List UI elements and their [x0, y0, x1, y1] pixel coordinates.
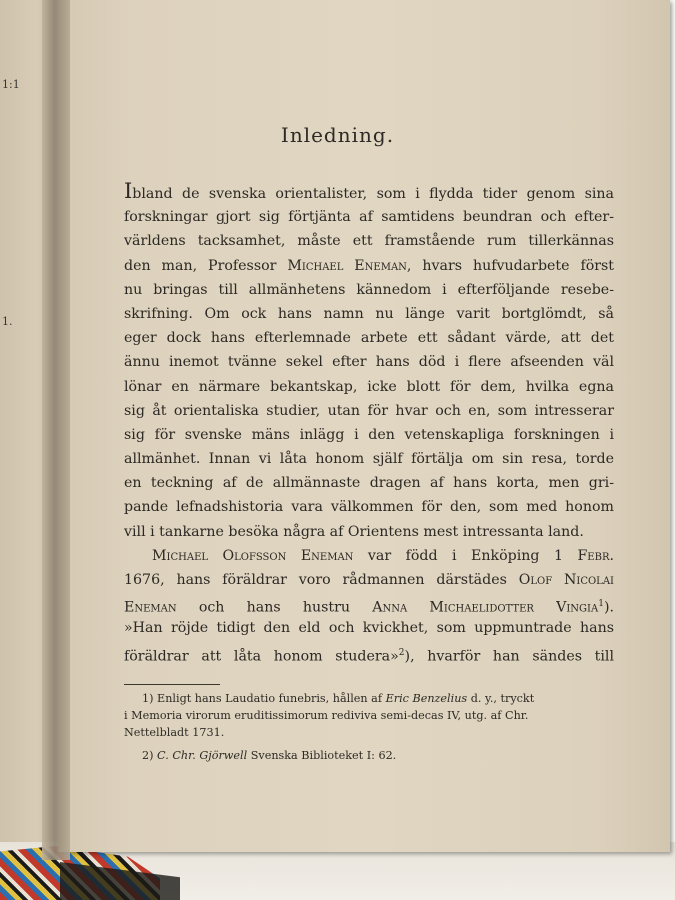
date-text: 1 Febr. [553, 547, 614, 564]
text-line: forskningar gjort sig förtjänta af samtidens beundran och efter- [124, 209, 614, 226]
footnote-number: 1) [142, 692, 154, 705]
text-line: sig för svenske mäns inlägg i den vetenskapliga forskningen i [124, 426, 614, 443]
person-name: Eneman [124, 599, 177, 616]
left-page-mark-2: 1. [2, 315, 13, 328]
footnote-2 [124, 747, 614, 764]
text-line: ännu inemot tvänne sekel efter hans död i flere afseenden väl [124, 354, 614, 371]
text-line: eger dock hans efterlemnade arbete ett sådant värde, att det [124, 330, 614, 347]
text-line [124, 592, 614, 616]
text-line: vill i tankarne besöka några af Orientens mest intressanta land. [124, 523, 584, 540]
footnote-ref: 2 [398, 647, 405, 658]
footnote-text: Svenska Biblioteket I: 62. [247, 749, 397, 762]
footnote-divider [124, 684, 220, 685]
footnote-text: d. y., tryckt [467, 692, 535, 705]
text-line: sig åt orientaliska studier, utan för hvar och en, som intresserar [124, 402, 614, 419]
footnote-1 [124, 690, 614, 707]
text-line [124, 641, 614, 665]
line-text: och hans hustru [176, 599, 373, 616]
text-line: pande lefnadshistoria vara välkommen för den, som med honom [124, 499, 614, 516]
text-line [124, 544, 614, 568]
footnote-author: C. Chr. Gjörwell [157, 749, 248, 762]
line-text: ), hvarför han sändes till [404, 648, 614, 665]
footnote-1-line-2: i Memoria virorum eruditissimorum rediviva semi-decas IV, utg. af Chr. [124, 709, 529, 722]
text-line: skrifning. Om ock hans namn nu länge varit bortglömdt, så [124, 305, 614, 322]
line-text: var född i Enköping [353, 547, 554, 564]
line-text: bland de svenska orientalister, som i flydda tider genom sina [132, 186, 614, 202]
main-text [124, 181, 614, 665]
footnote-number: 2) [142, 749, 154, 762]
line-text: , hvars hufvudarbete först [406, 257, 615, 274]
text-line: »Han röjde tidigt den eld och kvickhet, som uppmuntrade hans [124, 620, 614, 637]
text-line: en teckning af de allmännaste dragen af hans korta, men gri- [124, 475, 614, 492]
footnote-ref: 1 [598, 599, 604, 610]
text-line: nu bringas till allmänhetens kännedom i efterföljande resebe- [124, 281, 614, 298]
text-line [124, 568, 614, 592]
line-text: den man, Professor [124, 257, 288, 274]
person-name: Olof Nicolai [518, 572, 614, 588]
text-line [124, 181, 614, 205]
person-name: Michael Eneman [287, 257, 407, 274]
line-text: föräldrar att låta honom studera» [124, 648, 399, 665]
text-line: världens tacksamhet, måste ett framstående rum tillerkännas [124, 233, 614, 250]
footnote-1-line-3: Nettelbladt 1731. [124, 726, 225, 739]
person-name: Michael Olofsson Eneman [152, 547, 354, 564]
text-line: allmänhet. Innan vi låta honom själf förtälja om sin resa, torde [124, 451, 614, 468]
person-name: Anna Michaelidotter Vingia [372, 599, 599, 616]
text-line: lönar en närmare bekantskap, icke blott för dem, hvilka egna [124, 378, 614, 395]
line-text: 1676, hans föräldrar voro rådmannen därstädes [124, 572, 519, 588]
footnote-author: Eric Benzelius [385, 692, 468, 705]
left-page-mark-1: 1:1 [2, 78, 20, 91]
footnote-text: Enligt hans Laudatio funebris, hållen af [153, 692, 386, 705]
line-text: ). [603, 599, 614, 616]
text-line [124, 254, 614, 278]
page-title: Inledning. [280, 123, 395, 147]
drop-cap: I [124, 179, 133, 203]
footnotes [124, 690, 614, 764]
